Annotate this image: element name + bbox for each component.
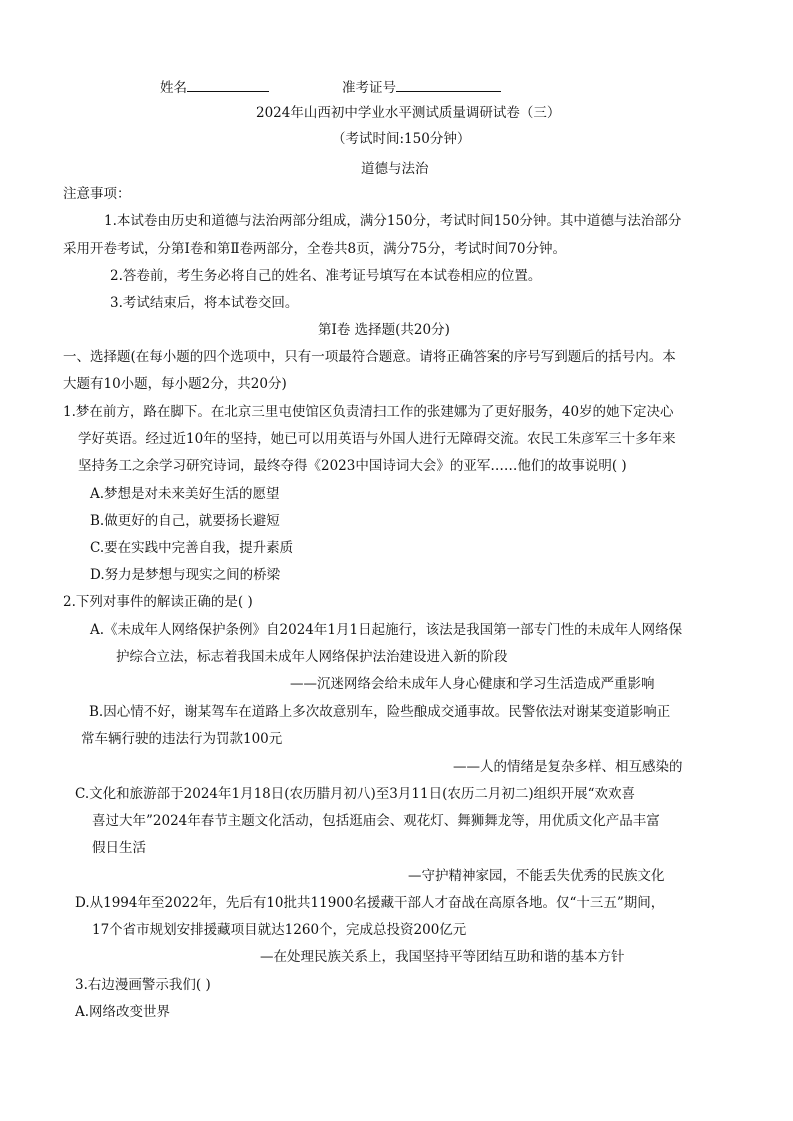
- q1-option-c[interactable]: C.要在实践中完善自我，提升素质: [90, 540, 294, 556]
- exam-time-note: （考试时间:150分钟）: [332, 131, 471, 147]
- name-blank-line[interactable]: [187, 77, 269, 92]
- notice-item-2: 2.答卷前，考生务必将自己的姓名、准考证号填写在本试卷相应的位置。: [110, 268, 542, 284]
- q2-option-d-line-1[interactable]: D.从1994年至2022年，先后有10批共11900名援藏干部人才奋战在高原各地。仅“十三五”期间，: [75, 895, 665, 911]
- q2-option-c-line-2: 喜过大年”2024年春节主题文化活动，包括逛庙会、观花灯、舞狮舞龙等，用优质文化产品丰富: [92, 813, 660, 829]
- q2-stem: 2.下列对事件的解读正确的是( ): [63, 594, 253, 610]
- section-1-title: 第Ⅰ卷 选择题(共20分): [318, 322, 450, 338]
- q1-stem-line-2: 学好英语。经过近10年的坚持，她已可以用英语与外国人进行无障碍交流。农民工朱彦军三十多年来: [78, 431, 676, 447]
- notice-heading: 注意事项：: [63, 186, 131, 202]
- q2-option-b-line-1[interactable]: B.因心情不好，谢某驾车在道路上多次故意别车，险些酿成交通事故。民警依法对谢某变道影响正: [89, 704, 671, 720]
- q2-option-d-line-2: 17个省市规划安排援藏项目就达1260个，完成总投资200亿元: [92, 922, 467, 938]
- q2-option-a-line-2: 护综合立法，标志着我国未成年人网络保护法治建设进入新的阶段: [116, 649, 508, 665]
- exam-number-field: [342, 77, 501, 97]
- q1-stem-line-1: 1.梦在前方，路在脚下。在北京三里屯使馆区负责清扫工作的张建娜为了更好服务，40岁的她下定决心: [63, 404, 674, 420]
- section-1-instructions-line-1: 一、选择题(在每小题的四个选项中，只有一项最符合题意。请将正确答案的序号写到题后的括号内。本: [63, 349, 676, 365]
- q2-option-c-line-1[interactable]: C.文化和旅游部于2024年1月18日(农历腊月初八)至3月11日(农历二月初二)组织开展“欢欢喜: [75, 786, 635, 802]
- q3-stem: 3.右边漫画警示我们( ): [75, 977, 211, 993]
- notice-item-1-line-1: 1.本试卷由历史和道德与法治两部分组成，满分150分，考试时间150分钟。其中道德与法治部分: [104, 213, 682, 229]
- q2-option-c-line-3: 假日生活: [92, 840, 146, 856]
- q2-option-a-note: ——沉迷网络会给未成年人身心健康和学习生活造成严重影响: [290, 676, 655, 692]
- exam-number-blank-line[interactable]: [396, 77, 501, 92]
- subject-title: 道德与法治: [361, 161, 429, 177]
- name-label: 姓名: [160, 80, 187, 96]
- notice-item-1-line-2: 采用开卷考试，分第Ⅰ卷和第Ⅱ卷两部分，全卷共8页，满分75分，考试时间70分钟。: [63, 241, 566, 257]
- q2-option-c-note: —守护精神家园，不能丢失优秀的民族文化: [408, 868, 665, 884]
- q1-option-b[interactable]: B.做更好的自己，就要扬长避短: [90, 513, 280, 529]
- q2-option-d-note: —在处理民族关系上，我国坚持平等团结互助和谐的基本方针: [260, 949, 625, 965]
- q2-option-b-note: ——人的情绪是复杂多样、相互感染的: [453, 759, 683, 775]
- name-field: [160, 77, 269, 97]
- section-1-instructions-line-2: 大题有10小题，每小题2分，共20分): [63, 376, 287, 392]
- q2-option-a-line-1[interactable]: A.《未成年人网络保护条例》自2024年1月1日起施行，该法是我国第一部专门性的未成年人网络保: [90, 622, 683, 638]
- q3-option-a[interactable]: A.网络改变世界: [75, 1004, 171, 1020]
- notice-item-3: 3.考试结束后，将本试卷交回。: [110, 295, 299, 311]
- q1-stem-line-3: 坚持务工之余学习研究诗词，最终夺得《2023中国诗词大会》的亚军……他们的故事说明( ): [78, 458, 627, 474]
- exam-number-label: 准考证号: [342, 80, 396, 96]
- exam-title: 2024年山西初中学业水平测试质量调研试卷（三）: [256, 105, 561, 121]
- q1-option-d[interactable]: D.努力是梦想与现实之间的桥梁: [90, 567, 281, 583]
- q1-option-a[interactable]: A.梦想是对未来美好生活的愿望: [90, 486, 280, 502]
- q2-option-b-line-2: 常车辆行驶的违法行为罚款100元: [81, 731, 283, 747]
